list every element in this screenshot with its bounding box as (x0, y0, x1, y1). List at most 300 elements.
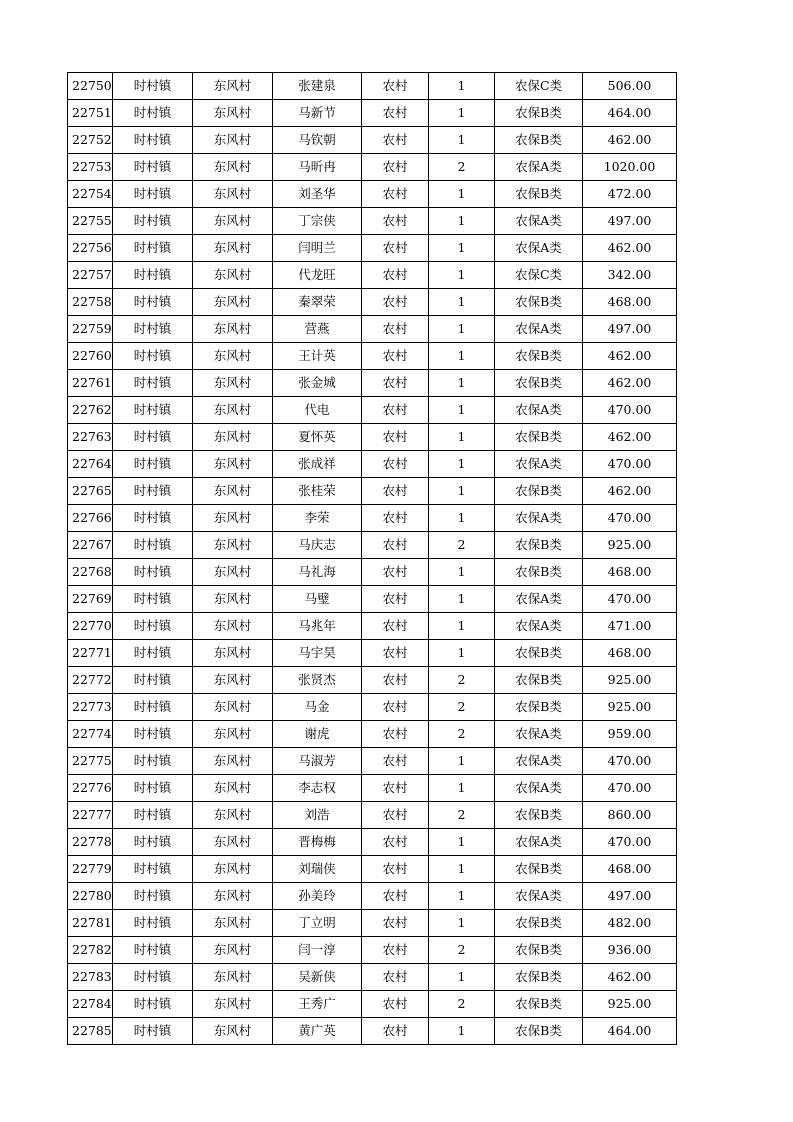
cell-town: 时村镇 (113, 883, 193, 910)
cell-insurance-class: 农保B类 (495, 964, 583, 991)
cell-insurance-class: 农保B类 (495, 424, 583, 451)
cell-person-count: 1 (429, 883, 495, 910)
cell-household-type: 农村 (362, 856, 429, 883)
cell-village: 东风村 (193, 829, 273, 856)
cell-village: 东风村 (193, 208, 273, 235)
cell-household-type: 农村 (362, 883, 429, 910)
cell-person-count: 1 (429, 478, 495, 505)
table-body (68, 73, 677, 1045)
cell-household-type: 农村 (362, 370, 429, 397)
cell-insurance-class: 农保A类 (495, 451, 583, 478)
cell-id: 22753 (68, 154, 113, 181)
cell-name: 闫一淳 (273, 937, 362, 964)
cell-id: 22752 (68, 127, 113, 154)
cell-person-count: 1 (429, 127, 495, 154)
cell-person-count: 2 (429, 802, 495, 829)
cell-id: 22760 (68, 343, 113, 370)
cell-name: 马璧 (273, 586, 362, 613)
cell-town: 时村镇 (113, 775, 193, 802)
cell-name: 晋梅梅 (273, 829, 362, 856)
cell-person-count: 2 (429, 694, 495, 721)
cell-household-type: 农村 (362, 1018, 429, 1045)
cell-amount: 464.00 (583, 1018, 677, 1045)
cell-insurance-class: 农保B类 (495, 937, 583, 964)
table-row (68, 694, 677, 721)
cell-household-type: 农村 (362, 559, 429, 586)
cell-village: 东风村 (193, 316, 273, 343)
cell-person-count: 1 (429, 370, 495, 397)
cell-person-count: 1 (429, 451, 495, 478)
cell-amount: 925.00 (583, 532, 677, 559)
cell-id: 22764 (68, 451, 113, 478)
cell-id: 22768 (68, 559, 113, 586)
cell-amount: 462.00 (583, 127, 677, 154)
cell-village: 东风村 (193, 397, 273, 424)
cell-household-type: 农村 (362, 937, 429, 964)
cell-household-type: 农村 (362, 100, 429, 127)
cell-name: 马礼海 (273, 559, 362, 586)
cell-town: 时村镇 (113, 802, 193, 829)
cell-person-count: 1 (429, 559, 495, 586)
cell-household-type: 农村 (362, 505, 429, 532)
cell-amount: 470.00 (583, 775, 677, 802)
cell-person-count: 1 (429, 586, 495, 613)
cell-insurance-class: 农保A类 (495, 208, 583, 235)
cell-town: 时村镇 (113, 208, 193, 235)
cell-person-count: 2 (429, 937, 495, 964)
cell-id: 22771 (68, 640, 113, 667)
cell-town: 时村镇 (113, 667, 193, 694)
cell-town: 时村镇 (113, 289, 193, 316)
cell-household-type: 农村 (362, 262, 429, 289)
cell-insurance-class: 农保A类 (495, 235, 583, 262)
cell-insurance-class: 农保B类 (495, 694, 583, 721)
cell-name: 马新节 (273, 100, 362, 127)
cell-amount: 462.00 (583, 235, 677, 262)
cell-village: 东风村 (193, 451, 273, 478)
cell-name: 张贤杰 (273, 667, 362, 694)
cell-village: 东风村 (193, 856, 273, 883)
cell-person-count: 1 (429, 505, 495, 532)
cell-amount: 497.00 (583, 208, 677, 235)
cell-id: 22765 (68, 478, 113, 505)
table-row (68, 721, 677, 748)
table-row (68, 667, 677, 694)
cell-name: 刘圣华 (273, 181, 362, 208)
cell-amount: 462.00 (583, 424, 677, 451)
cell-town: 时村镇 (113, 937, 193, 964)
cell-person-count: 1 (429, 856, 495, 883)
cell-insurance-class: 农保A类 (495, 586, 583, 613)
cell-person-count: 1 (429, 910, 495, 937)
cell-village: 东风村 (193, 1018, 273, 1045)
cell-amount: 470.00 (583, 748, 677, 775)
cell-household-type: 农村 (362, 991, 429, 1018)
cell-town: 时村镇 (113, 100, 193, 127)
cell-name: 谢虎 (273, 721, 362, 748)
cell-name: 秦翠荣 (273, 289, 362, 316)
cell-id: 22783 (68, 964, 113, 991)
cell-insurance-class: 农保B类 (495, 640, 583, 667)
cell-id: 22772 (68, 667, 113, 694)
cell-village: 东风村 (193, 424, 273, 451)
cell-town: 时村镇 (113, 559, 193, 586)
cell-town: 时村镇 (113, 181, 193, 208)
table-row (68, 748, 677, 775)
cell-household-type: 农村 (362, 964, 429, 991)
cell-name: 马昕冉 (273, 154, 362, 181)
cell-id: 22770 (68, 613, 113, 640)
cell-household-type: 农村 (362, 424, 429, 451)
table-row (68, 532, 677, 559)
cell-name: 闫明兰 (273, 235, 362, 262)
cell-person-count: 1 (429, 1018, 495, 1045)
cell-town: 时村镇 (113, 964, 193, 991)
cell-amount: 1020.00 (583, 154, 677, 181)
cell-town: 时村镇 (113, 694, 193, 721)
cell-insurance-class: 农保A类 (495, 316, 583, 343)
cell-town: 时村镇 (113, 478, 193, 505)
table-row (68, 424, 677, 451)
cell-name: 马庆志 (273, 532, 362, 559)
cell-name: 李荣 (273, 505, 362, 532)
cell-person-count: 2 (429, 667, 495, 694)
cell-insurance-class: 农保B类 (495, 910, 583, 937)
cell-person-count: 1 (429, 775, 495, 802)
cell-amount: 472.00 (583, 181, 677, 208)
table-row (68, 775, 677, 802)
cell-id: 22781 (68, 910, 113, 937)
cell-household-type: 农村 (362, 721, 429, 748)
cell-person-count: 1 (429, 316, 495, 343)
cell-town: 时村镇 (113, 640, 193, 667)
cell-name: 孙美玲 (273, 883, 362, 910)
cell-name: 夏怀英 (273, 424, 362, 451)
cell-village: 东风村 (193, 370, 273, 397)
table-row (68, 910, 677, 937)
cell-id: 22779 (68, 856, 113, 883)
cell-village: 东风村 (193, 181, 273, 208)
table-row (68, 181, 677, 208)
cell-insurance-class: 农保B类 (495, 100, 583, 127)
cell-insurance-class: 农保B类 (495, 667, 583, 694)
cell-household-type: 农村 (362, 829, 429, 856)
cell-person-count: 1 (429, 964, 495, 991)
cell-person-count: 2 (429, 721, 495, 748)
table-row (68, 478, 677, 505)
cell-id: 22763 (68, 424, 113, 451)
cell-amount: 925.00 (583, 694, 677, 721)
cell-amount: 471.00 (583, 613, 677, 640)
cell-household-type: 农村 (362, 127, 429, 154)
cell-amount: 462.00 (583, 964, 677, 991)
cell-village: 东风村 (193, 910, 273, 937)
cell-id: 22755 (68, 208, 113, 235)
table-row (68, 127, 677, 154)
table-row (68, 208, 677, 235)
cell-id: 22750 (68, 73, 113, 100)
cell-id: 22759 (68, 316, 113, 343)
cell-person-count: 1 (429, 613, 495, 640)
cell-amount: 925.00 (583, 991, 677, 1018)
cell-village: 东风村 (193, 775, 273, 802)
cell-insurance-class: 农保A类 (495, 613, 583, 640)
cell-town: 时村镇 (113, 154, 193, 181)
cell-amount: 959.00 (583, 721, 677, 748)
cell-town: 时村镇 (113, 451, 193, 478)
cell-village: 东风村 (193, 478, 273, 505)
cell-village: 东风村 (193, 748, 273, 775)
cell-town: 时村镇 (113, 505, 193, 532)
cell-id: 22778 (68, 829, 113, 856)
cell-amount: 470.00 (583, 397, 677, 424)
cell-household-type: 农村 (362, 586, 429, 613)
cell-amount: 860.00 (583, 802, 677, 829)
table-row (68, 883, 677, 910)
cell-person-count: 1 (429, 181, 495, 208)
table-row (68, 100, 677, 127)
cell-name: 马兆年 (273, 613, 362, 640)
cell-village: 东风村 (193, 937, 273, 964)
cell-village: 东风村 (193, 73, 273, 100)
cell-name: 黄广英 (273, 1018, 362, 1045)
cell-insurance-class: 农保A类 (495, 154, 583, 181)
cell-town: 时村镇 (113, 316, 193, 343)
cell-insurance-class: 农保B类 (495, 370, 583, 397)
cell-insurance-class: 农保B类 (495, 856, 583, 883)
cell-amount: 468.00 (583, 856, 677, 883)
page-table-container (67, 72, 677, 1045)
cell-village: 东风村 (193, 586, 273, 613)
cell-village: 东风村 (193, 343, 273, 370)
cell-household-type: 农村 (362, 694, 429, 721)
cell-insurance-class: 农保A类 (495, 829, 583, 856)
cell-town: 时村镇 (113, 910, 193, 937)
cell-village: 东风村 (193, 505, 273, 532)
cell-household-type: 农村 (362, 343, 429, 370)
cell-village: 东风村 (193, 154, 273, 181)
cell-insurance-class: 农保B类 (495, 802, 583, 829)
table-row (68, 856, 677, 883)
cell-person-count: 2 (429, 154, 495, 181)
cell-village: 东风村 (193, 721, 273, 748)
cell-amount: 470.00 (583, 505, 677, 532)
cell-village: 东风村 (193, 127, 273, 154)
cell-household-type: 农村 (362, 640, 429, 667)
cell-household-type: 农村 (362, 397, 429, 424)
cell-town: 时村镇 (113, 721, 193, 748)
cell-town: 时村镇 (113, 532, 193, 559)
table-row (68, 316, 677, 343)
cell-person-count: 1 (429, 424, 495, 451)
cell-insurance-class: 农保B类 (495, 991, 583, 1018)
cell-insurance-class: 农保A类 (495, 883, 583, 910)
cell-village: 东风村 (193, 883, 273, 910)
cell-id: 22784 (68, 991, 113, 1018)
cell-household-type: 农村 (362, 775, 429, 802)
table-row (68, 937, 677, 964)
cell-town: 时村镇 (113, 73, 193, 100)
cell-name: 马金 (273, 694, 362, 721)
cell-insurance-class: 农保B类 (495, 1018, 583, 1045)
cell-id: 22754 (68, 181, 113, 208)
cell-insurance-class: 农保A类 (495, 505, 583, 532)
table-row (68, 370, 677, 397)
cell-amount: 462.00 (583, 343, 677, 370)
cell-id: 22774 (68, 721, 113, 748)
cell-amount: 342.00 (583, 262, 677, 289)
cell-name: 吴新侠 (273, 964, 362, 991)
cell-name: 李志权 (273, 775, 362, 802)
cell-insurance-class: 农保B类 (495, 478, 583, 505)
cell-village: 东风村 (193, 640, 273, 667)
cell-insurance-class: 农保B类 (495, 532, 583, 559)
cell-id: 22780 (68, 883, 113, 910)
cell-household-type: 农村 (362, 478, 429, 505)
cell-person-count: 1 (429, 289, 495, 316)
cell-household-type: 农村 (362, 802, 429, 829)
cell-village: 东风村 (193, 613, 273, 640)
table-row (68, 964, 677, 991)
cell-insurance-class: 农保B类 (495, 181, 583, 208)
cell-amount: 462.00 (583, 370, 677, 397)
cell-name: 王计英 (273, 343, 362, 370)
cell-amount: 470.00 (583, 829, 677, 856)
cell-household-type: 农村 (362, 532, 429, 559)
cell-person-count: 2 (429, 532, 495, 559)
cell-person-count: 1 (429, 640, 495, 667)
cell-name: 马宇昊 (273, 640, 362, 667)
cell-name: 张桂荣 (273, 478, 362, 505)
cell-insurance-class: 农保A类 (495, 748, 583, 775)
cell-amount: 497.00 (583, 316, 677, 343)
cell-id: 22777 (68, 802, 113, 829)
cell-village: 东风村 (193, 802, 273, 829)
table-row (68, 802, 677, 829)
cell-name: 马淑芳 (273, 748, 362, 775)
cell-name: 王秀广 (273, 991, 362, 1018)
cell-insurance-class: 农保A类 (495, 775, 583, 802)
table-row (68, 559, 677, 586)
cell-name: 丁立明 (273, 910, 362, 937)
table-row (68, 235, 677, 262)
cell-person-count: 1 (429, 73, 495, 100)
cell-name: 丁宗侠 (273, 208, 362, 235)
cell-household-type: 农村 (362, 451, 429, 478)
cell-town: 时村镇 (113, 127, 193, 154)
table-row (68, 1018, 677, 1045)
table-row (68, 505, 677, 532)
cell-insurance-class: 农保A类 (495, 721, 583, 748)
cell-household-type: 农村 (362, 748, 429, 775)
cell-amount: 925.00 (583, 667, 677, 694)
cell-person-count: 1 (429, 343, 495, 370)
cell-village: 东风村 (193, 991, 273, 1018)
table-row (68, 640, 677, 667)
cell-id: 22775 (68, 748, 113, 775)
cell-household-type: 农村 (362, 613, 429, 640)
cell-village: 东风村 (193, 964, 273, 991)
cell-name: 营燕 (273, 316, 362, 343)
cell-id: 22762 (68, 397, 113, 424)
cell-amount: 470.00 (583, 586, 677, 613)
cell-id: 22751 (68, 100, 113, 127)
cell-amount: 468.00 (583, 559, 677, 586)
cell-id: 22785 (68, 1018, 113, 1045)
cell-village: 东风村 (193, 262, 273, 289)
cell-town: 时村镇 (113, 424, 193, 451)
cell-id: 22761 (68, 370, 113, 397)
cell-town: 时村镇 (113, 586, 193, 613)
cell-id: 22767 (68, 532, 113, 559)
cell-town: 时村镇 (113, 748, 193, 775)
cell-household-type: 农村 (362, 181, 429, 208)
table-row (68, 289, 677, 316)
cell-person-count: 2 (429, 991, 495, 1018)
table-row (68, 343, 677, 370)
roster-table (67, 72, 677, 1045)
cell-household-type: 农村 (362, 208, 429, 235)
cell-village: 东风村 (193, 100, 273, 127)
cell-village: 东风村 (193, 559, 273, 586)
cell-person-count: 1 (429, 235, 495, 262)
cell-town: 时村镇 (113, 1018, 193, 1045)
cell-amount: 482.00 (583, 910, 677, 937)
cell-household-type: 农村 (362, 910, 429, 937)
cell-insurance-class: 农保C类 (495, 73, 583, 100)
table-row (68, 991, 677, 1018)
cell-insurance-class: 农保B类 (495, 289, 583, 316)
cell-id: 22756 (68, 235, 113, 262)
cell-town: 时村镇 (113, 613, 193, 640)
cell-insurance-class: 农保A类 (495, 397, 583, 424)
cell-amount: 497.00 (583, 883, 677, 910)
cell-name: 刘浩 (273, 802, 362, 829)
cell-id: 22782 (68, 937, 113, 964)
cell-household-type: 农村 (362, 316, 429, 343)
table-row (68, 73, 677, 100)
cell-town: 时村镇 (113, 343, 193, 370)
cell-amount: 464.00 (583, 100, 677, 127)
cell-name: 马钦朝 (273, 127, 362, 154)
cell-town: 时村镇 (113, 262, 193, 289)
table-row (68, 397, 677, 424)
cell-name: 张成祥 (273, 451, 362, 478)
cell-household-type: 农村 (362, 154, 429, 181)
cell-village: 东风村 (193, 289, 273, 316)
table-row (68, 154, 677, 181)
table-row (68, 586, 677, 613)
cell-village: 东风村 (193, 532, 273, 559)
cell-person-count: 1 (429, 748, 495, 775)
cell-id: 22766 (68, 505, 113, 532)
cell-insurance-class: 农保B类 (495, 559, 583, 586)
table-row (68, 262, 677, 289)
cell-id: 22758 (68, 289, 113, 316)
cell-household-type: 农村 (362, 73, 429, 100)
cell-household-type: 农村 (362, 289, 429, 316)
cell-insurance-class: 农保C类 (495, 262, 583, 289)
cell-town: 时村镇 (113, 235, 193, 262)
cell-town: 时村镇 (113, 397, 193, 424)
table-row (68, 829, 677, 856)
cell-insurance-class: 农保B类 (495, 343, 583, 370)
cell-town: 时村镇 (113, 856, 193, 883)
cell-name: 代电 (273, 397, 362, 424)
cell-person-count: 1 (429, 397, 495, 424)
cell-village: 东风村 (193, 235, 273, 262)
table-row (68, 451, 677, 478)
